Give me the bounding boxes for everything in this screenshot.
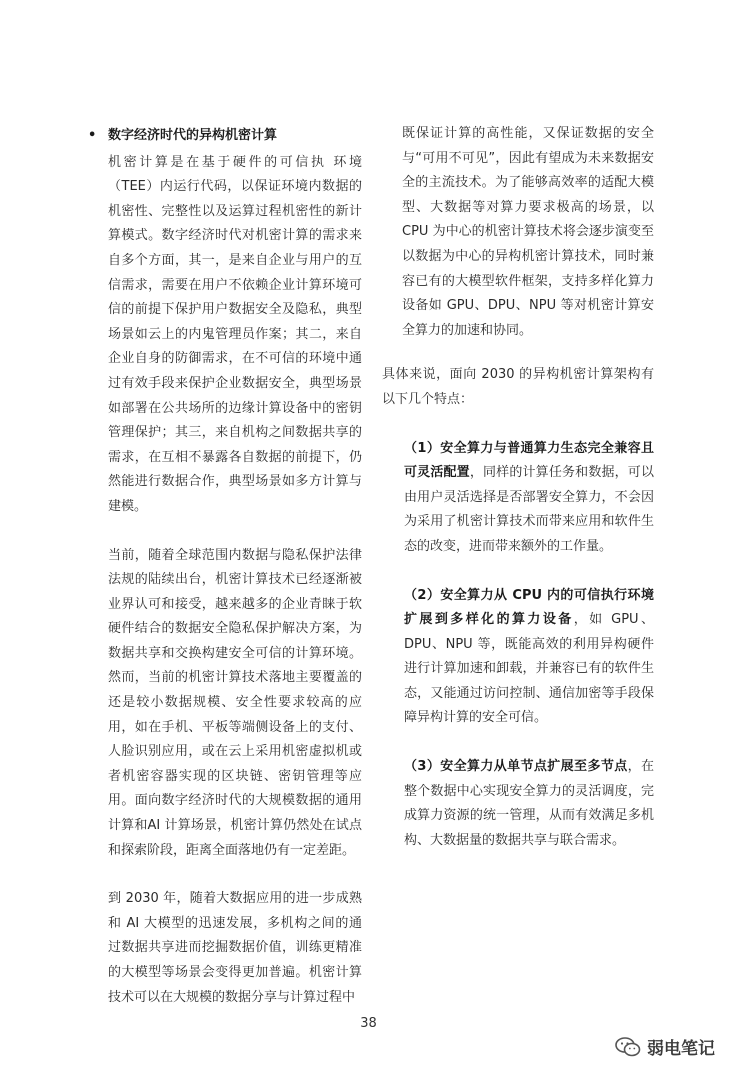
paragraph: 到 2030 年，随着大数据应用的进一步成熟和 AI 大模型的迅速发展，多机构之间的通过数据共享进而挖掘数据价值，训练更精准的大模型等场景会变得更加普遍。机密计算技术可以在大规模的数据分享与计算过程中 <box>108 891 362 1005</box>
feature-item <box>382 755 654 853</box>
section-title <box>88 124 362 149</box>
feature-heading: （2）安全算力从 CPU 内的可信执行环境扩展到多样化的算力设备 <box>404 587 654 628</box>
section-title-text: 数字经济时代的异构机密计算 <box>108 128 278 143</box>
page-number: 38 <box>360 1016 377 1031</box>
paragraph: 当前，随着全球范围内数据与隐私保护法律法规的陆续出台，机密计算技术已经逐渐被业界认可和接受，越来越多的企业青睐于软硬件结合的数据安全隐私保护解决方案，为数据共享和交换构建安全可信的计算环境。然而，当前的机密计算技术落地主要覆盖的还是较小数据规模、安全性要求较高的应用，如在手机、平板等端侧设备上的支付、人脸识别应用，或在云上采用机密虚拟机或者机密容器实现的区块链、密钥管理等应用。面向数字经济时代的大规模数据的通用计算和AI 计算场景，机密计算仍然处在试点和探索阶段，距离全面落地仍有一定差距。 <box>108 547 362 858</box>
bullet: • <box>88 128 97 143</box>
feature-heading: （1）安全算力与普通算力生态完全兼容且可灵活配置 <box>404 440 654 481</box>
left-column <box>88 122 362 1010</box>
wechat-icon <box>615 1037 641 1057</box>
feature-text: ，同样的计算任务和数据，可以由用户灵活选择是否部署安全算力，不会因为采用了机密计算技术而带来应用和软件生态的改变，进而带来额外的工作量。 <box>404 465 654 554</box>
paragraph: 机密计算是在基于硬件的可信执 环境（TEE）内运行代码，以保证环境内数据的机密性、完整性以及运算过程机密性的新计算模式。数字经济时代对机密计算的需求来自多个方面，其一，是来自企业与用户的互信需求，需要在用户不依赖企业计算环境可信的前提下保护用户数据安全及隐私，典型场景如云上的内鬼管理员作案；其二，来自企业自身的防御需求，在不可信的环境中通过有效手段来保护企业数据安全，典型场景如部署在公共场所的边缘计算设备中的密钥管理保护；其三，来自机构之间数据共享的需求，在互相不暴露各自数据的前提下，仍然能进行数据合作，典型场景如多方计算与建模。 <box>108 154 362 514</box>
feature-text: ，如 GPU、DPU、NPU 等，既能高效的利用异构硬件进行计算加速和卸载，并兼容已有的软件生态，又能通过访问控制、通信加密等手段保障异构计算的安全可信。 <box>404 612 654 726</box>
right-column <box>382 122 654 853</box>
watermark-text: 弱电笔记 <box>647 1039 715 1059</box>
intro-paragraph: 既保证计算的高性能，又保证数据的安全与“可用不可见”，因此有望成为未来数据安全的主流技术。为了能够高效率的适配大模型、大数据等对算力要求极高的场景，以 CPU 为中心的机密计算技术将会逐步演变至以数据为中心的异构机密计算技术，同时兼容已有的大模型软件框架，支持多样化算力设备如 GPU、DPU、NPU 等对机密计算安全算力的加速和协同。 <box>402 126 654 338</box>
feature-heading: （3）安全算力从单节点扩展至多节点 <box>404 759 628 775</box>
watermark <box>615 1034 715 1059</box>
lead-in-paragraph: 具体来说，面向 2030 的异构机密计算架构有以下几个特点： <box>382 367 654 407</box>
feature-item <box>382 437 654 560</box>
feature-text: ，在整个数据中心实现安全算力的灵活调度，完成算力资源的统一管理，从而有效满足多机构、大数据量的数据共享与联合需求。 <box>404 759 654 848</box>
feature-item <box>382 584 654 732</box>
